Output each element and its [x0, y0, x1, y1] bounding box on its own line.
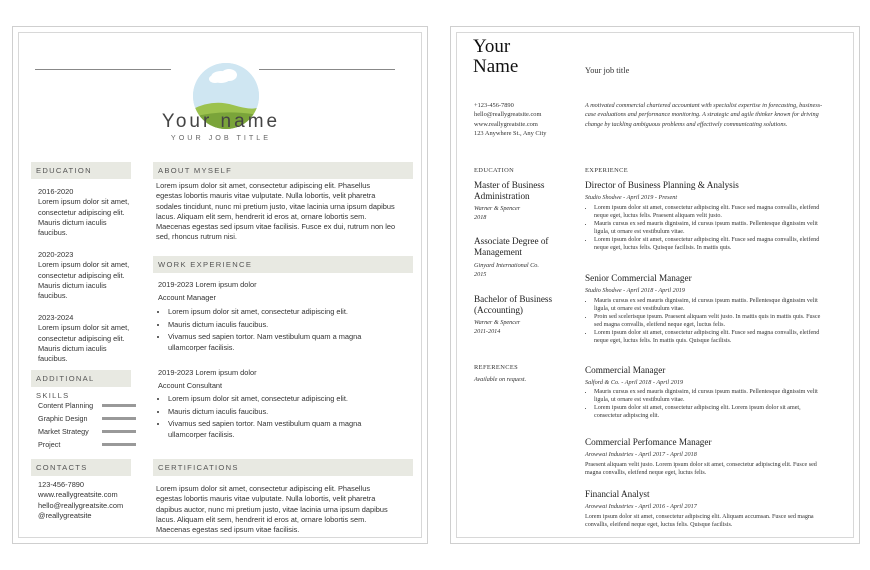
about-text: Lorem ipsum dolor sit amet, consectetur adipiscing elit. Phasellus egestas lobortis mauris vitae vulputate. Nulla lobortis, velit pharetra sodales tincidunt, nunc mi pretium justo, vitae lacinia urna ipsum dapibus lacus. Aliquam elit sem, hendrerit id eros at, ornare lobortis sem. Maecenas egestas sed ipsum vitae facilisis. Fusce ex dui, rutrum non leo sed, rhoncus rutrum nisi.: [156, 181, 396, 242]
skills-heading: ADDITIONAL SKILLS: [31, 370, 131, 387]
skill-bar: [102, 430, 136, 433]
work-job-dates: 2019-2023 Lorem ipsum dolor: [158, 280, 257, 289]
experience-meta: Salford & Co. - April 2018 - April 2019: [585, 379, 684, 386]
skill-bar: [102, 417, 136, 420]
list-item: • Lorem ipsum dolor sit amet, consectetur adipiscing elit.: [168, 394, 388, 405]
list-item: • Lorem ipsum dolor sit amet, consectetur adipiscing elit.: [168, 307, 388, 318]
contact-website: www.reallygreatsite.com: [474, 120, 538, 128]
skill-bar: [102, 404, 136, 407]
experience-bullets: [585, 205, 825, 254]
work-job-role: Account Manager: [158, 293, 216, 303]
education-school: Warner & Spencer: [474, 205, 521, 212]
list-item: • Mauris cursus ex sed mauris dignissim, id cursus ipsum mattis. Pellentesque dignissim velit ligula, ut ornare est vestibulum vitae.: [594, 389, 825, 404]
contact-email: hello@reallygreatsite.com: [474, 111, 542, 119]
contact-phone: 123-456-7890: [38, 480, 85, 489]
references-text: Available on request.: [474, 376, 527, 383]
resume-job-title: YOUR JOB TITLE: [170, 133, 272, 142]
education-degree: Bachelor of Business (Accounting): [474, 294, 553, 315]
header-rule-left: [35, 69, 171, 70]
experience-title: Senior Commercial Manager: [585, 273, 692, 283]
education-heading: EDUCATION: [31, 162, 131, 179]
experience-title: Commercial Manager: [585, 365, 666, 375]
references-heading: REFERENCES: [474, 364, 519, 371]
experience-bullets: [585, 389, 825, 421]
skill-label: Project: [38, 440, 61, 449]
education-entry: [38, 313, 130, 364]
contact-phone: +123-456-7890: [474, 102, 514, 109]
resume-name: Your name: [161, 111, 281, 132]
list-item: • Vivamus sed sapien tortor. Nam vestibulum quam a magna ullamcorper facilisis.: [168, 419, 388, 440]
education-degree: Associate Degree of Management: [474, 236, 549, 257]
certifications-text: Lorem ipsum dolor sit amet, consectetur adipiscing elit. Phasellus egestas lobortis mauris vitae vulputate. Nulla lobortis, velit pharetra dapibus auctor, nunc mi pretium justo, vitae lacinia urna ipsum dapibus lacus. Aliquam elit sem, hendrerit id eros at, ornare lobortis sem. Maecenas egestas sed ipsum vitae facilisis.: [156, 484, 388, 535]
experience-text: Lorem ipsum dolor sit amet, consectetur adipiscing elit. Aliquam accumsan. Fusce sed magna convallis, eleifend neque eget, luctus felis. Quisque facilisis.: [585, 514, 814, 528]
contact-block: [474, 101, 584, 139]
work-job-bullets: [158, 394, 388, 442]
education-year: 2011-2014: [474, 328, 501, 335]
experience-title: Financial Analyst: [585, 489, 650, 499]
list-item: • Mauris dictum iaculis faucibus.: [168, 407, 388, 418]
education-entry: [38, 250, 130, 301]
list-item: • Lorem ipsum dolor sit amet, consectetur adipiscing elit. Fusce sed magna convallis, eleifend neque eget, luctus felis. Praesent aliquam velit justo.: [594, 205, 825, 220]
work-job-bullets: [158, 307, 388, 355]
list-item: • Mauris cursus ex sed mauris dignissim, id cursus ipsum mattis. Pellentesque dignissim velit ligula, ut ornare est vestibulum vitae.: [594, 298, 825, 313]
experience-meta: Studio Shodwe - April 2019 - Present: [585, 194, 678, 201]
skill-label: Graphic Design: [38, 414, 88, 423]
contact-address: 123 Anywhere St., Any City: [474, 130, 547, 138]
education-text: Lorem ipsum dolor sit amet, consectetur adipiscing elit. Mauris dictum iaculis faucibus.: [38, 197, 130, 238]
skill-label: Content Planning: [38, 401, 94, 410]
contact-social: @reallygreatsite: [38, 510, 92, 520]
work-job-dates: 2019-2023 Lorem ipsum dolor: [158, 368, 257, 377]
resume-page-right: [450, 26, 860, 544]
certifications-heading: CERTIFICATIONS: [153, 459, 413, 476]
resume-page-left: [12, 26, 428, 544]
list-item: • Lorem ipsum dolor sit amet, consectetur adipiscing elit. Fusce sed magna convallis, eleifend neque eget, luctus felis. Quisque facilisis. In mattis quis.: [594, 237, 825, 252]
education-entry: [38, 187, 130, 238]
education-text: Lorem ipsum dolor sit amet, consectetur adipiscing elit. Mauris dictum iaculis faucibus.: [38, 260, 130, 301]
list-item: • Lorem ipsum dolor sit amet, consectetur adipiscing elit. Fusce sed magna convallis, eleifend neque eget, luctus felis. In mattis quis. Quisque facilisis.: [594, 330, 825, 345]
education-heading: EDUCATION: [474, 167, 515, 174]
contact-website: www.reallygreatsite.com: [38, 490, 118, 500]
work-job-header: [158, 280, 398, 304]
education-year: 2015: [474, 271, 487, 278]
resume2-job-title: Your job title: [585, 66, 630, 75]
header-rule-right: [259, 69, 395, 70]
experience-meta: Arowwai Industries - April 2017 - April 2018: [585, 451, 697, 458]
list-item: • Lorem ipsum dolor sit amet, consectetur adipiscing elit. Lorem ipsum dolor sit amet, consectetur adipiscing elit.: [594, 405, 825, 420]
name-line: Name: [473, 56, 519, 77]
contacts-heading: CONTACTS: [31, 459, 131, 476]
contacts-block: [38, 480, 138, 521]
about-heading: ABOUT MYSELF: [153, 162, 413, 179]
skill-bar: [102, 443, 136, 446]
experience-meta: Studio Shodwe - April 2018 - April 2019: [585, 287, 685, 294]
summary-text: A motivated commercial chartered accountant with specialist expertise in forecasting, business-case evaluations and performance monitoring. A strategic and agile thinker known for driving change by tackling ambiguous problems and effectively communicating solutions.: [585, 102, 823, 128]
experience-text: Praesent aliquam velit justo. Lorem ipsum dolor sit amet, consectetur adipiscing elit. Fusce sed magna convallis, eleifend neque eget, luctus felis.: [585, 462, 817, 476]
list-item: • Vivamus sed sapien tortor. Nam vestibulum quam a magna ullamcorper facilisis.: [168, 332, 388, 353]
education-year: 2018: [474, 214, 487, 221]
resume2-name: [473, 37, 518, 77]
experience-meta: Arowwai Industries - April 2016 - April 2017: [585, 503, 697, 510]
education-text: Lorem ipsum dolor sit amet, consectetur adipiscing elit. Mauris dictum iaculis faucibus.: [38, 323, 130, 364]
list-item: • Mauris dictum iaculis faucibus.: [168, 320, 388, 331]
contact-email: hello@reallygreatsite.com: [38, 500, 124, 510]
experience-title: Director of Business Planning & Analysis: [585, 180, 739, 190]
list-item: • Proin sed scelerisque ipsum. Praesent aliquam velit justo. In mattis quis in mattis quis. Fusce sed magna convallis, eleifend neque eget, luctus felis.: [594, 314, 825, 329]
education-school: Ginyard International Co.: [474, 262, 539, 269]
skill-label: Market Strategy: [38, 427, 89, 436]
education-years: 2020-2023: [38, 250, 74, 259]
list-item: • Mauris cursus ex sed mauris dignissim, id cursus ipsum mattis. Pellentesque dignissim velit ligula, ut ornare est vestibulum vitae.: [594, 221, 825, 236]
experience-bullets: [585, 298, 825, 347]
education-degree: Master of Business Administration: [474, 180, 545, 201]
work-heading: WORK EXPERIENCE: [153, 256, 413, 273]
name-line: Your: [473, 36, 511, 57]
work-job-role: Account Consultant: [158, 381, 223, 391]
experience-title: Commercial Perfomance Manager: [585, 437, 712, 447]
education-years: 2016-2020: [38, 187, 74, 196]
work-job-header: [158, 368, 398, 392]
education-years: 2023-2024: [38, 313, 74, 322]
experience-heading: EXPERIENCE: [585, 167, 629, 174]
education-school: Warner & Spencer: [474, 319, 521, 326]
